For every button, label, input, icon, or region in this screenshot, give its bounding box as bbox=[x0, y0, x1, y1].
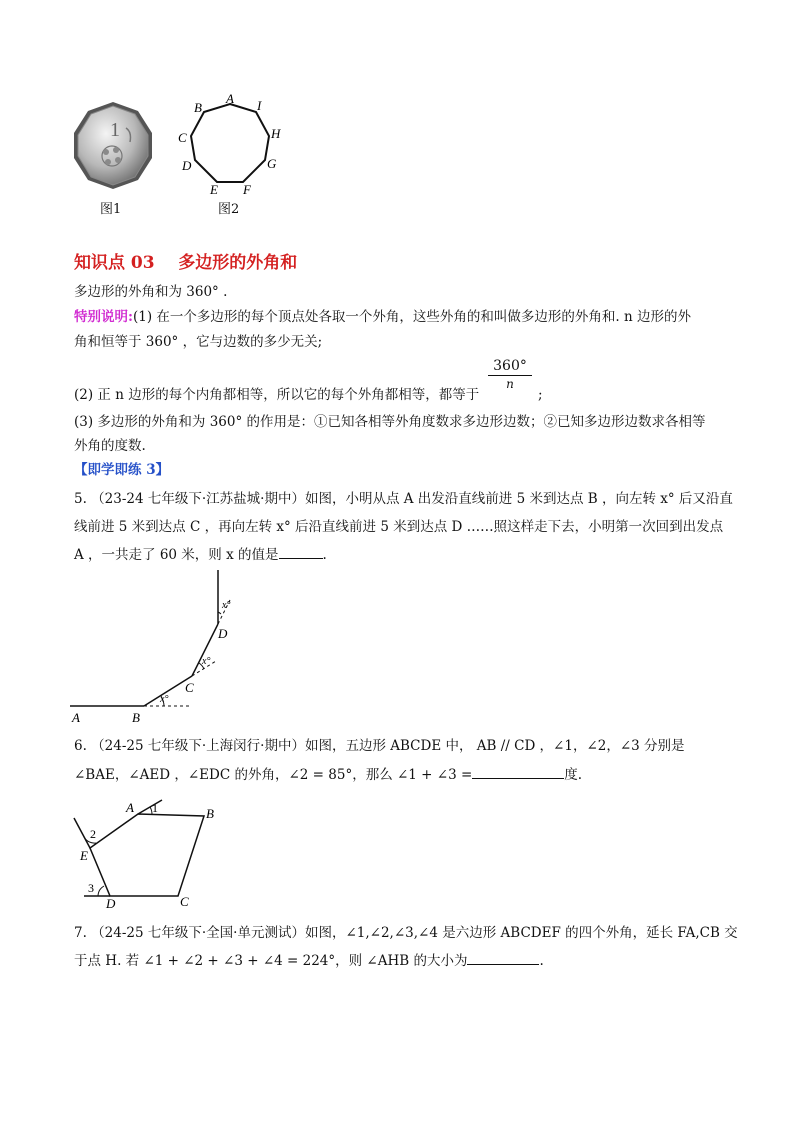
q5-label-D: D bbox=[218, 626, 228, 641]
caption-figure-2: 图2 bbox=[218, 202, 240, 217]
q6-label-E: E bbox=[80, 848, 88, 863]
q6-label-A: A bbox=[126, 800, 134, 815]
q5-angle-1: x° bbox=[160, 694, 169, 705]
q6-line1: 6. （24-25 七年级下·上海闵行·期中）如图，五边形 ABCDE 中， AB // CD ，∠1，∠2，∠3 分别是 bbox=[74, 738, 685, 754]
vertex-H: H bbox=[271, 126, 281, 141]
q5-figure bbox=[64, 566, 254, 726]
fraction-denominator: n bbox=[506, 377, 514, 391]
q6-label-C: C bbox=[180, 894, 189, 908]
q6-line2-end: 度. bbox=[564, 767, 583, 783]
q7-line2-text: 于点 H. 若 ∠1 + ∠2 + ∠3 + ∠4 = 224°，则 ∠AHB 的大小为 bbox=[74, 953, 468, 969]
note-1a: (1) 在一个多边形的每个顶点处各取一个外角，这些外角的和叫做多边形的外角和. n 边形的外 bbox=[132, 309, 691, 325]
q6-figure bbox=[64, 792, 224, 908]
coin-value: 1 bbox=[110, 119, 120, 141]
note-1b: 角和恒等于 360° ，它与边数的多少无关; bbox=[74, 334, 323, 350]
note-2: (2) 正 n 边形的每个内角都相等，所以它的每个外角都相等，都等于 bbox=[74, 387, 480, 403]
q7-line1: 7. （24-25 七年级下·全国·单元测试）如图，∠1,∠2,∠3,∠4 是六边形 ABCDEF 的四个外角，延长 FA,CB 交 bbox=[74, 925, 738, 941]
q6-label-D: D bbox=[106, 896, 116, 908]
q5-line3 bbox=[74, 544, 327, 566]
q6-label-B: B bbox=[206, 806, 214, 821]
q5-label-A: A bbox=[72, 710, 80, 725]
q5-line3-end: . bbox=[322, 547, 327, 563]
q7-answer-blank[interactable] bbox=[467, 964, 539, 965]
q6-angle-3: 3 bbox=[88, 881, 94, 895]
vertex-D: D bbox=[182, 158, 192, 173]
q6-line2 bbox=[74, 764, 582, 786]
vertex-C: C bbox=[178, 130, 187, 145]
section-heading: 知识点 03 多边形的外角和 bbox=[74, 253, 298, 273]
vertex-E: E bbox=[210, 182, 218, 197]
fraction bbox=[488, 358, 532, 391]
q6-line2-text: ∠BAE，∠AED ，∠EDC 的外角，∠2 = 85°，那么 ∠1 + ∠3 = bbox=[74, 767, 473, 783]
vertex-A: A bbox=[226, 92, 234, 106]
note-3a: (3) 多边形的外角和为 360° 的作用是：①已知各相等外角度数求多边形边数；②已知多边形边数求各相等 bbox=[74, 414, 706, 430]
vertex-I: I bbox=[257, 98, 262, 113]
vertex-B: B bbox=[194, 100, 202, 115]
q6-angle-2: 2 bbox=[90, 827, 96, 841]
q5-angle-3: x° bbox=[222, 600, 231, 611]
q7-line2-end: . bbox=[539, 953, 544, 969]
intro-text: 多边形的外角和为 360° . bbox=[74, 284, 228, 300]
q6-angle-1: 1 bbox=[152, 801, 158, 815]
note-2-end: ; bbox=[538, 387, 543, 403]
q5-line2: 线前进 5 米到达点 C ，再向左转 x° 后沿直线前进 5 米到达点 D ……照这样走下去，小明第一次回到出发点 bbox=[74, 519, 724, 535]
fraction-numerator: 360° bbox=[493, 358, 527, 374]
practice-label: 【即学即练 3】 bbox=[74, 462, 170, 478]
q5-answer-blank[interactable] bbox=[279, 558, 323, 559]
note-3b: 外角的度数. bbox=[74, 438, 146, 454]
q5-line3-text: A ，一共走了 60 米，则 x 的值是 bbox=[74, 547, 279, 563]
q5-angle-2: x° bbox=[202, 656, 211, 667]
q7-line2 bbox=[74, 950, 544, 972]
vertex-F: F bbox=[243, 182, 251, 197]
special-label: 特别说明: bbox=[74, 309, 133, 325]
q6-answer-blank[interactable] bbox=[472, 778, 564, 779]
note-1 bbox=[74, 306, 691, 328]
nonagon-figure bbox=[176, 92, 286, 202]
q5-line1: 5. （23-24 七年级下·江苏盐城·期中）如图，小明从点 A 出发沿直线前进 5 米到达点 B ，向左转 x° 后又沿直 bbox=[74, 491, 733, 507]
vertex-G: G bbox=[267, 156, 277, 171]
q5-label-B: B bbox=[132, 710, 140, 725]
coin-figure bbox=[68, 98, 158, 194]
q5-label-C: C bbox=[185, 680, 194, 695]
caption-figure-1: 图1 bbox=[100, 202, 122, 217]
